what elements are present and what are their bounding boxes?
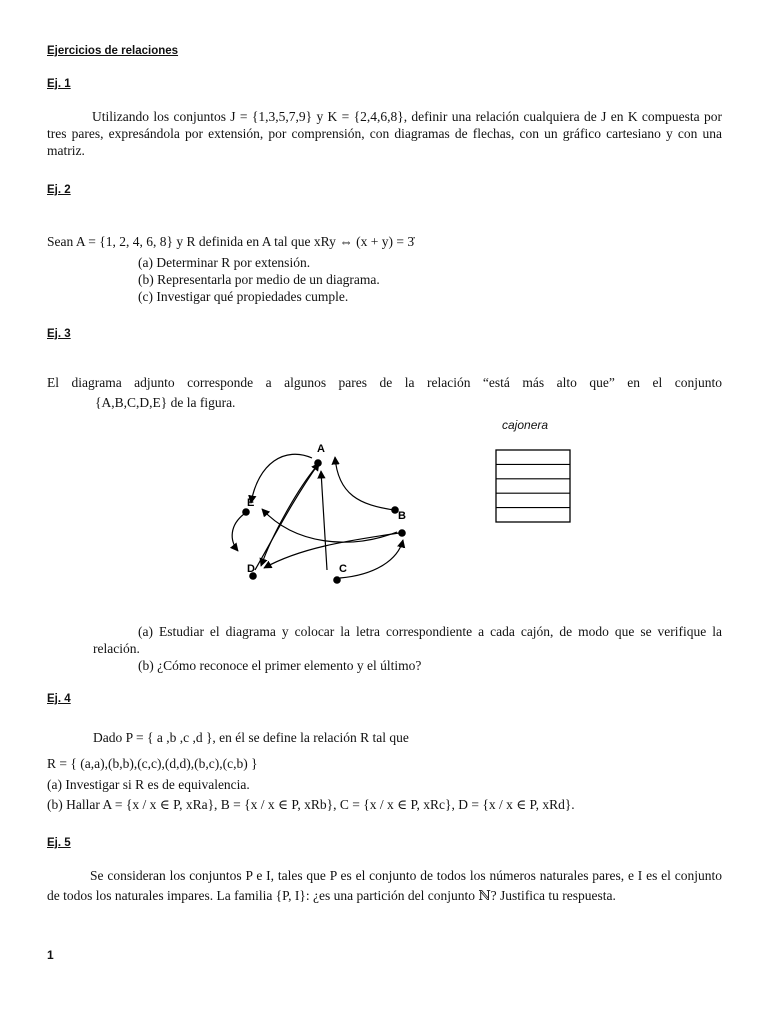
page-number: 1	[47, 948, 54, 962]
ej4-line3: (a) Investigar si R es de equivalencia.	[47, 777, 250, 792]
ej2-item-c: (c) Investigar qué propiedades cumple.	[138, 289, 349, 304]
label-b: B	[398, 510, 406, 522]
ej1-heading: Ej. 1	[47, 78, 71, 90]
label-c: C	[339, 563, 347, 575]
ej3-heading: Ej. 3	[47, 328, 71, 340]
node-a	[314, 459, 322, 467]
ej3-text-line2: {A,B,C,D,E} de la figura.	[95, 395, 236, 410]
node-b2	[398, 529, 406, 537]
label-a: A	[317, 443, 325, 455]
ej2-item-a: (a) Determinar R por extensión.	[138, 255, 311, 270]
ej1-text: Utilizando los conjuntos J = {1,3,5,7,9} y K = {2,4,6,8}, definir una relación cualquiera de J en K compuesta por tres pares, expresándola por extensión, por comprensión, con diagramas de flechas, con un gráfico cartesiano y con una matriz.	[47, 109, 722, 158]
ej5-heading: Ej. 5	[47, 837, 71, 849]
ej4-heading: Ej. 4	[47, 693, 71, 705]
label-e: E	[247, 497, 255, 509]
ej2-item-b: (b) Representarla por medio de un diagrama.	[138, 272, 380, 287]
label-d: D	[247, 563, 255, 575]
ej3-item-b: (b) ¿Cómo reconoce el primer elemento y el último?	[138, 658, 422, 673]
node-c	[333, 576, 341, 584]
doc-title: Ejercicios de relaciones	[47, 45, 179, 57]
ej5-text: Se consideran los conjuntos P e I, tales que P es el conjunto de todos los números naturales pares, e I es el conjunto de todos los naturales impares. La familia {P, I}: ¿es una partición del conjunto ℕ? Justifica tu respuesta.	[47, 868, 722, 903]
ej4-line1: Dado P = { a ,b ,c ,d }, en él se define la relación R tal que	[93, 730, 409, 745]
ej2-heading: Ej. 2	[47, 184, 71, 196]
ej4-line4: (b) Hallar A = {x / x ∈ P, xRa}, B = {x / x ∈ P, xRb}, C = {x / x ∈ P, xRc}, D = {x / x ∈ P, xRd}.	[47, 797, 575, 812]
cajonera-label: cajonera	[502, 418, 549, 432]
ej3-item-a: (a) Estudiar el diagrama y colocar la letra correspondiente a cada cajón, de modo que se verifique la relación.	[93, 624, 722, 656]
ej4-line2: R = { (a,a),(b,b),(c,c),(d,d),(b,c),(c,b) }	[47, 756, 258, 771]
node-e	[242, 508, 250, 516]
ej3-text-line1: El diagrama adjunto corresponde a algunos pares de la relación “está más alto que” en el conjunto	[47, 375, 722, 390]
ej2-intro: Sean A = {1, 2, 4, 6, 8} y R definida en A tal que xRy ⇔ (x + y) = 3̇	[47, 234, 415, 249]
